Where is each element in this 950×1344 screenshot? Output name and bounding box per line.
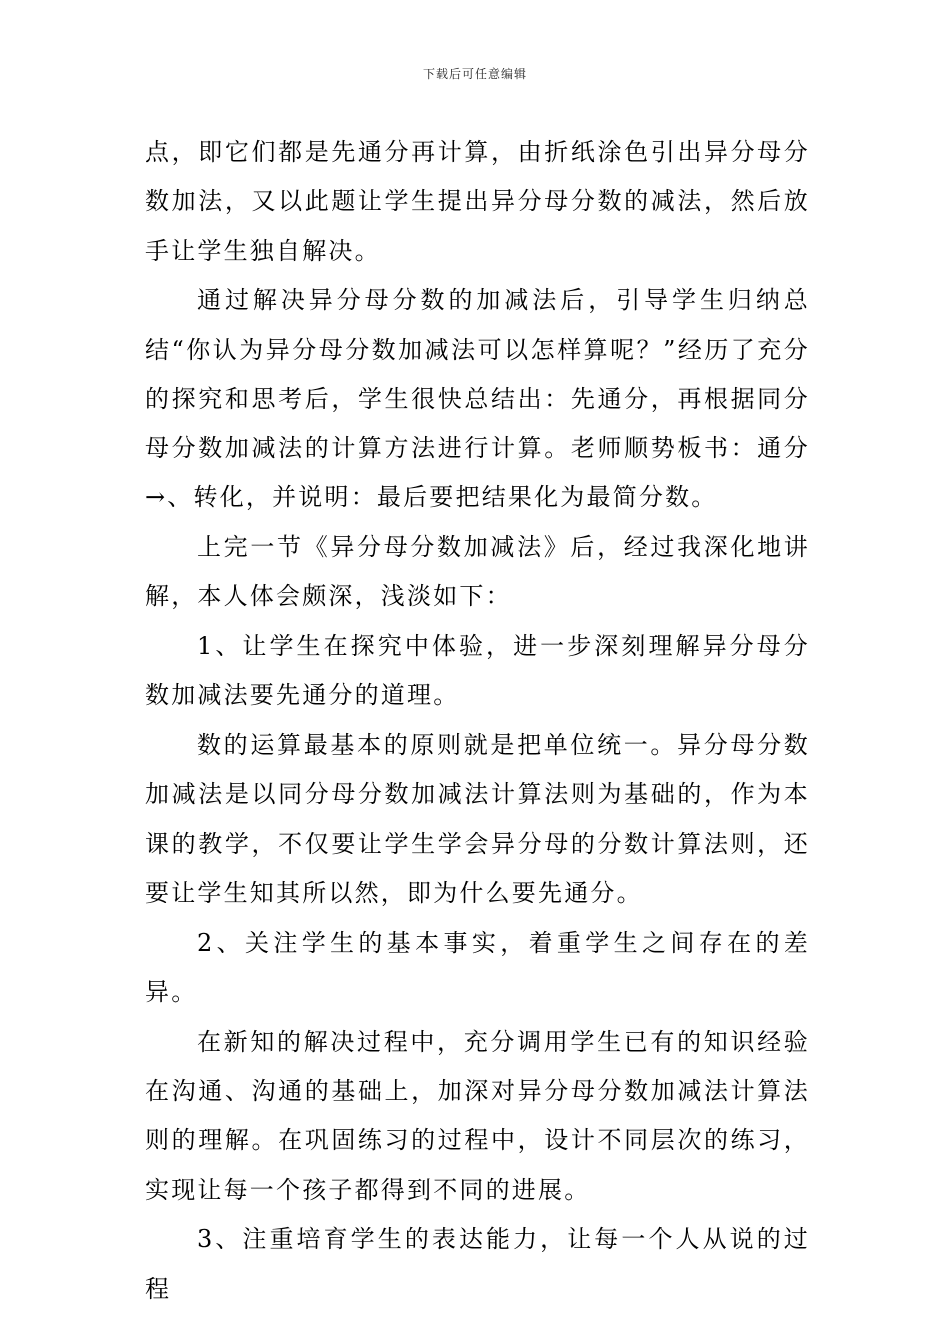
paragraph-7: 在新知的解决过程中，充分调用学生已有的知识经验在沟通、沟通的基础上，加深对异分母分数加减法计算法则的理解。在巩固练习的过程中，设计不同层次的练习，实现让每一个孩子都得到不同的进展。	[145, 1027, 810, 1204]
paragraph-8-heading: 3、注重培育学生的表达能力，让每一个人从说的过程	[145, 1225, 810, 1303]
paragraph-4-heading: 1、让学生在探究中体验，进一步深刻理解异分母分数加减法要先通分的道理。	[145, 632, 810, 710]
paragraph-2: 通过解决异分母分数的加减法后，引导学生归纳总结“你认为异分母分数加减法可以怎样算呢？”经历了充分的探究和思考后，学生很快总结出：先通分，再根据同分母分数加减法的计算方法进行计算。老师顺势板书：通分→、转化，并说明：最后要把结果化为最简分数。	[145, 286, 810, 512]
page-header: 下载后可任意编辑	[422, 67, 527, 81]
paragraph-1: 点，即它们都是先通分再计算，由折纸涂色引出异分母分数加法，又以此题让学生提出异分母分数的减法，然后放手让学生独自解决。	[145, 138, 810, 265]
paragraph-6-heading: 2、关注学生的基本事实，着重学生之间存在的差异。	[145, 928, 810, 1006]
paragraph-5: 数的运算最基本的原则就是把单位统一。异分母分数加减法是以同分母分数加减法计算法则为基础的，作为本课的教学，不仅要让学生学会异分母的分数计算法则，还要让学生知其所以然，即为什么要先通分。	[145, 731, 810, 908]
paragraph-3: 上完一节《异分母分数加减法》后，经过我深化地讲解，本人体会颇深，浅淡如下：	[145, 533, 810, 611]
document-body	[145, 128, 810, 1314]
